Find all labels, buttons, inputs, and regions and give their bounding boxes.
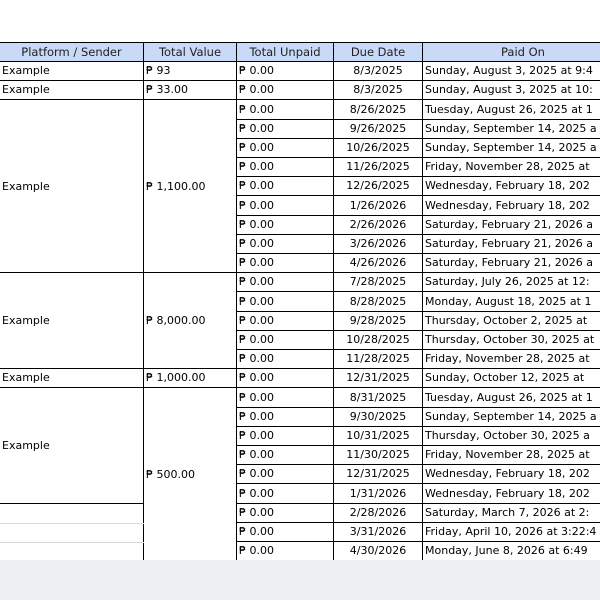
due-date-cell[interactable]: 12/26/2025 — [334, 177, 423, 196]
paid-on-cell[interactable]: Sunday, September 14, 2025 a — [423, 139, 600, 158]
platform-sender-cell[interactable]: Example — [0, 100, 144, 273]
total-value-cell[interactable]: ₱ 1,000.00 — [144, 369, 237, 388]
paid-on-cell[interactable]: Sunday, October 12, 2025 at — [423, 369, 600, 388]
header-platform-sender[interactable]: Platform / Sender — [0, 42, 144, 62]
paid-on-cell[interactable]: Thursday, October 30, 2025 at — [423, 331, 600, 350]
total-unpaid-cell[interactable]: ₱ 0.00 — [237, 235, 334, 254]
due-date-cell[interactable]: 11/30/2025 — [334, 446, 423, 465]
total-unpaid-cell[interactable]: ₱ 0.00 — [237, 504, 334, 523]
total-unpaid-cell[interactable]: ₱ 0.00 — [237, 81, 334, 100]
paid-on-cell[interactable]: Saturday, February 21, 2026 a — [423, 235, 600, 254]
total-unpaid-cell[interactable]: ₱ 0.00 — [237, 158, 334, 177]
total-unpaid-cell[interactable]: ₱ 0.00 — [237, 312, 334, 331]
total-value-cell[interactable]: ₱ 500.00 — [144, 388, 237, 560]
paid-on-cell[interactable]: Monday, June 8, 2026 at 6:49 — [423, 542, 600, 560]
due-date-cell[interactable]: 11/28/2025 — [334, 350, 423, 369]
due-date-cell[interactable]: 3/31/2026 — [334, 523, 423, 542]
header-total-value[interactable]: Total Value — [144, 42, 237, 62]
paid-on-cell[interactable]: Friday, April 10, 2026 at 3:22:4 — [423, 523, 600, 542]
total-value-cell[interactable]: ₱ 93 — [144, 62, 237, 81]
paid-on-cell[interactable]: Saturday, February 21, 2026 a — [423, 216, 600, 235]
header-total-unpaid[interactable]: Total Unpaid — [237, 42, 334, 62]
paid-on-cell[interactable]: Wednesday, February 18, 202 — [423, 465, 600, 484]
due-date-cell[interactable]: 11/26/2025 — [334, 158, 423, 177]
total-unpaid-cell[interactable]: ₱ 0.00 — [237, 484, 334, 504]
total-unpaid-cell[interactable]: ₱ 0.00 — [237, 388, 334, 408]
paid-on-cell[interactable]: Wednesday, February 18, 202 — [423, 484, 600, 504]
due-date-cell[interactable]: 1/26/2026 — [334, 196, 423, 216]
total-unpaid-cell[interactable]: ₱ 0.00 — [237, 254, 334, 273]
due-date-cell[interactable]: 9/30/2025 — [334, 408, 423, 427]
total-unpaid-cell[interactable]: ₱ 0.00 — [237, 369, 334, 388]
total-unpaid-cell[interactable]: ₱ 0.00 — [237, 139, 334, 158]
total-unpaid-cell[interactable]: ₱ 0.00 — [237, 196, 334, 216]
paid-on-cell[interactable]: Saturday, February 21, 2026 a — [423, 254, 600, 273]
total-value-cell[interactable]: ₱ 1,100.00 — [144, 100, 237, 273]
platform-sender-cell[interactable]: Example — [0, 388, 144, 504]
due-date-cell[interactable]: 9/26/2025 — [334, 120, 423, 139]
total-unpaid-cell[interactable]: ₱ 0.00 — [237, 120, 334, 139]
total-unpaid-cell[interactable]: ₱ 0.00 — [237, 465, 334, 484]
paid-on-cell[interactable]: Saturday, March 7, 2026 at 2: — [423, 504, 600, 523]
total-unpaid-cell[interactable]: ₱ 0.00 — [237, 331, 334, 350]
paid-on-cell[interactable]: Tuesday, August 26, 2025 at 1 — [423, 388, 600, 408]
paid-on-cell[interactable]: Sunday, September 14, 2025 a — [423, 408, 600, 427]
platform-sender-cell[interactable]: Example — [0, 273, 144, 369]
due-date-cell[interactable]: 8/28/2025 — [334, 292, 423, 312]
platform-sender-cell[interactable]: Example — [0, 369, 144, 388]
due-date-cell[interactable]: 4/26/2026 — [334, 254, 423, 273]
paid-on-cell[interactable]: Tuesday, August 26, 2025 at 1 — [423, 100, 600, 120]
paid-on-cell[interactable]: Sunday, August 3, 2025 at 10: — [423, 81, 600, 100]
total-unpaid-cell[interactable]: ₱ 0.00 — [237, 523, 334, 542]
due-date-cell[interactable]: 8/26/2025 — [334, 100, 423, 120]
due-date-cell[interactable]: 10/28/2025 — [334, 331, 423, 350]
paid-on-cell[interactable]: Thursday, October 2, 2025 at — [423, 312, 600, 331]
gridline — [0, 523, 144, 524]
paid-on-cell[interactable]: Saturday, July 26, 2025 at 12: — [423, 273, 600, 292]
due-date-cell[interactable]: 12/31/2025 — [334, 465, 423, 484]
empty-platform-cell[interactable] — [0, 504, 144, 560]
paid-on-cell[interactable]: Friday, November 28, 2025 at — [423, 350, 600, 369]
total-unpaid-cell[interactable]: ₱ 0.00 — [237, 350, 334, 369]
total-unpaid-cell[interactable]: ₱ 0.00 — [237, 446, 334, 465]
paid-on-cell[interactable]: Sunday, August 3, 2025 at 9:4 — [423, 62, 600, 81]
total-unpaid-cell[interactable]: ₱ 0.00 — [237, 427, 334, 446]
due-date-cell[interactable]: 9/28/2025 — [334, 312, 423, 331]
due-date-cell[interactable]: 8/31/2025 — [334, 388, 423, 408]
gridline — [0, 542, 144, 543]
due-date-cell[interactable]: 2/26/2026 — [334, 216, 423, 235]
total-unpaid-cell[interactable]: ₱ 0.00 — [237, 273, 334, 292]
due-date-cell[interactable]: 7/28/2025 — [334, 273, 423, 292]
due-date-cell[interactable]: 3/26/2026 — [334, 235, 423, 254]
header-paid-on[interactable]: Paid On — [423, 42, 600, 62]
paid-on-cell[interactable]: Friday, November 28, 2025 at — [423, 158, 600, 177]
total-unpaid-cell[interactable]: ₱ 0.00 — [237, 62, 334, 81]
due-date-cell[interactable]: 1/31/2026 — [334, 484, 423, 504]
header-due-date[interactable]: Due Date — [334, 42, 423, 62]
paid-on-cell[interactable]: Wednesday, February 18, 202 — [423, 196, 600, 216]
paid-on-cell[interactable]: Thursday, October 30, 2025 a — [423, 427, 600, 446]
due-date-cell[interactable]: 2/28/2026 — [334, 504, 423, 523]
total-unpaid-cell[interactable]: ₱ 0.00 — [237, 216, 334, 235]
paid-on-cell[interactable]: Friday, November 28, 2025 at — [423, 446, 600, 465]
total-unpaid-cell[interactable]: ₱ 0.00 — [237, 408, 334, 427]
paid-on-cell[interactable]: Sunday, September 14, 2025 a — [423, 120, 600, 139]
platform-sender-cell[interactable]: Example — [0, 62, 144, 81]
total-unpaid-cell[interactable]: ₱ 0.00 — [237, 542, 334, 560]
due-date-cell[interactable]: 12/31/2025 — [334, 369, 423, 388]
total-unpaid-cell[interactable]: ₱ 0.00 — [237, 292, 334, 312]
due-date-cell[interactable]: 8/3/2025 — [334, 62, 423, 81]
platform-sender-cell[interactable]: Example — [0, 81, 144, 100]
due-date-cell[interactable]: 4/30/2026 — [334, 542, 423, 560]
total-unpaid-cell[interactable]: ₱ 0.00 — [237, 177, 334, 196]
total-unpaid-cell[interactable]: ₱ 0.00 — [237, 100, 334, 120]
due-date-cell[interactable]: 8/3/2025 — [334, 81, 423, 100]
total-value-cell[interactable]: ₱ 33.00 — [144, 81, 237, 100]
paid-on-cell[interactable]: Wednesday, February 18, 202 — [423, 177, 600, 196]
paid-on-cell[interactable]: Monday, August 18, 2025 at 1 — [423, 292, 600, 312]
due-date-cell[interactable]: 10/31/2025 — [334, 427, 423, 446]
total-value-cell[interactable]: ₱ 8,000.00 — [144, 273, 237, 369]
due-date-cell[interactable]: 10/26/2025 — [334, 139, 423, 158]
